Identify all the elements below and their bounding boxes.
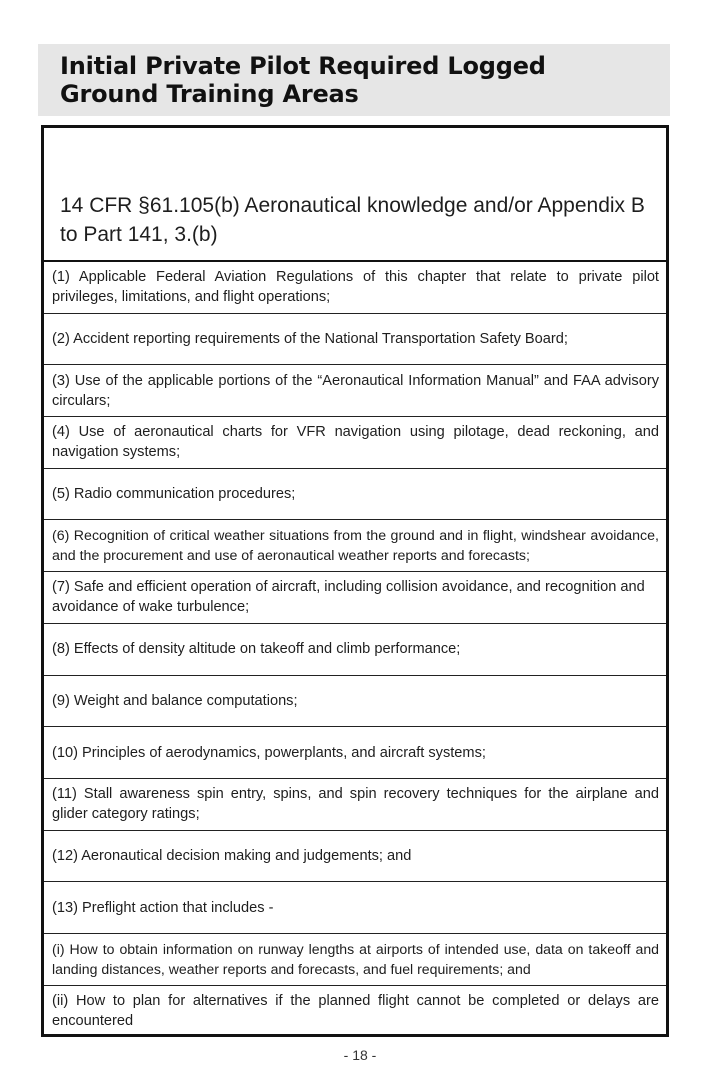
title-banner: [38, 44, 670, 116]
row-text: (ii) How to plan for alternatives if the planned flight cannot be completed or delays are encountered: [52, 993, 659, 1030]
row-text: (1) Applicable Federal Aviation Regulations of this chapter that relate to private pilot privileges, limitations, and flight operations;: [52, 269, 659, 306]
row-text: (8) Effects of density altitude on takeoff and climb performance;: [52, 641, 461, 658]
row-text: (2) Accident reporting requirements of the National Transportation Safety Board;: [52, 331, 568, 348]
table-row: [44, 831, 666, 883]
table-row: [44, 417, 666, 469]
table-row: [44, 572, 666, 624]
table-row: [44, 986, 666, 1038]
table-row: [44, 882, 666, 934]
table-row: [44, 676, 666, 728]
table-row: [44, 520, 666, 572]
table-row: [44, 934, 666, 986]
row-text: (i) How to obtain information on runway lengths at airports of intended use, data on takeoff and landing distances, weather reports and forecasts, and fuel requirements; and: [52, 941, 659, 978]
table-row: [44, 727, 666, 779]
page-title: Initial Private Pilot Required Logged Ground Training Areas: [60, 52, 546, 108]
row-text: (9) Weight and balance computations;: [52, 692, 298, 709]
row-text: (13) Preflight action that includes -: [52, 899, 274, 916]
row-text: (4) Use of aeronautical charts for VFR navigation using pilotage, dead reckoning, and navigation systems;: [52, 424, 659, 461]
table-row: [44, 365, 666, 417]
row-text: (7) Safe and efficient operation of aircraft, including collision avoidance, and recognition and avoidance of wake turbulence;: [52, 579, 645, 616]
table-row: [44, 469, 666, 521]
table-row: [44, 314, 666, 366]
page-number: - 18 -: [343, 1047, 377, 1063]
row-text: (5) Radio communication procedures;: [52, 486, 296, 503]
table-header-text: 14 CFR §61.105(b) Aeronautical knowledge and/or Appendix B to Part 141, 3.(b): [60, 194, 645, 246]
table-row: [44, 779, 666, 831]
row-text: (10) Principles of aerodynamics, powerplants, and aircraft systems;: [52, 744, 486, 761]
row-text: (3) Use of the applicable portions of the “Aeronautical Information Manual” and FAA advisory circulars;: [52, 372, 659, 409]
row-text: (12) Aeronautical decision making and judgements; and: [52, 847, 412, 864]
table-header: [44, 128, 666, 262]
table-row: [44, 262, 666, 314]
row-text: (6) Recognition of critical weather situations from the ground and in flight, windshear avoidance, and the procurement and use of aeronautical weather reports and forecasts;: [52, 527, 659, 564]
row-text: (11) Stall awareness spin entry, spins, and spin recovery techniques for the airplane and glider category ratings;: [52, 786, 659, 823]
table-row: [44, 624, 666, 676]
training-areas-table: [41, 125, 669, 1037]
